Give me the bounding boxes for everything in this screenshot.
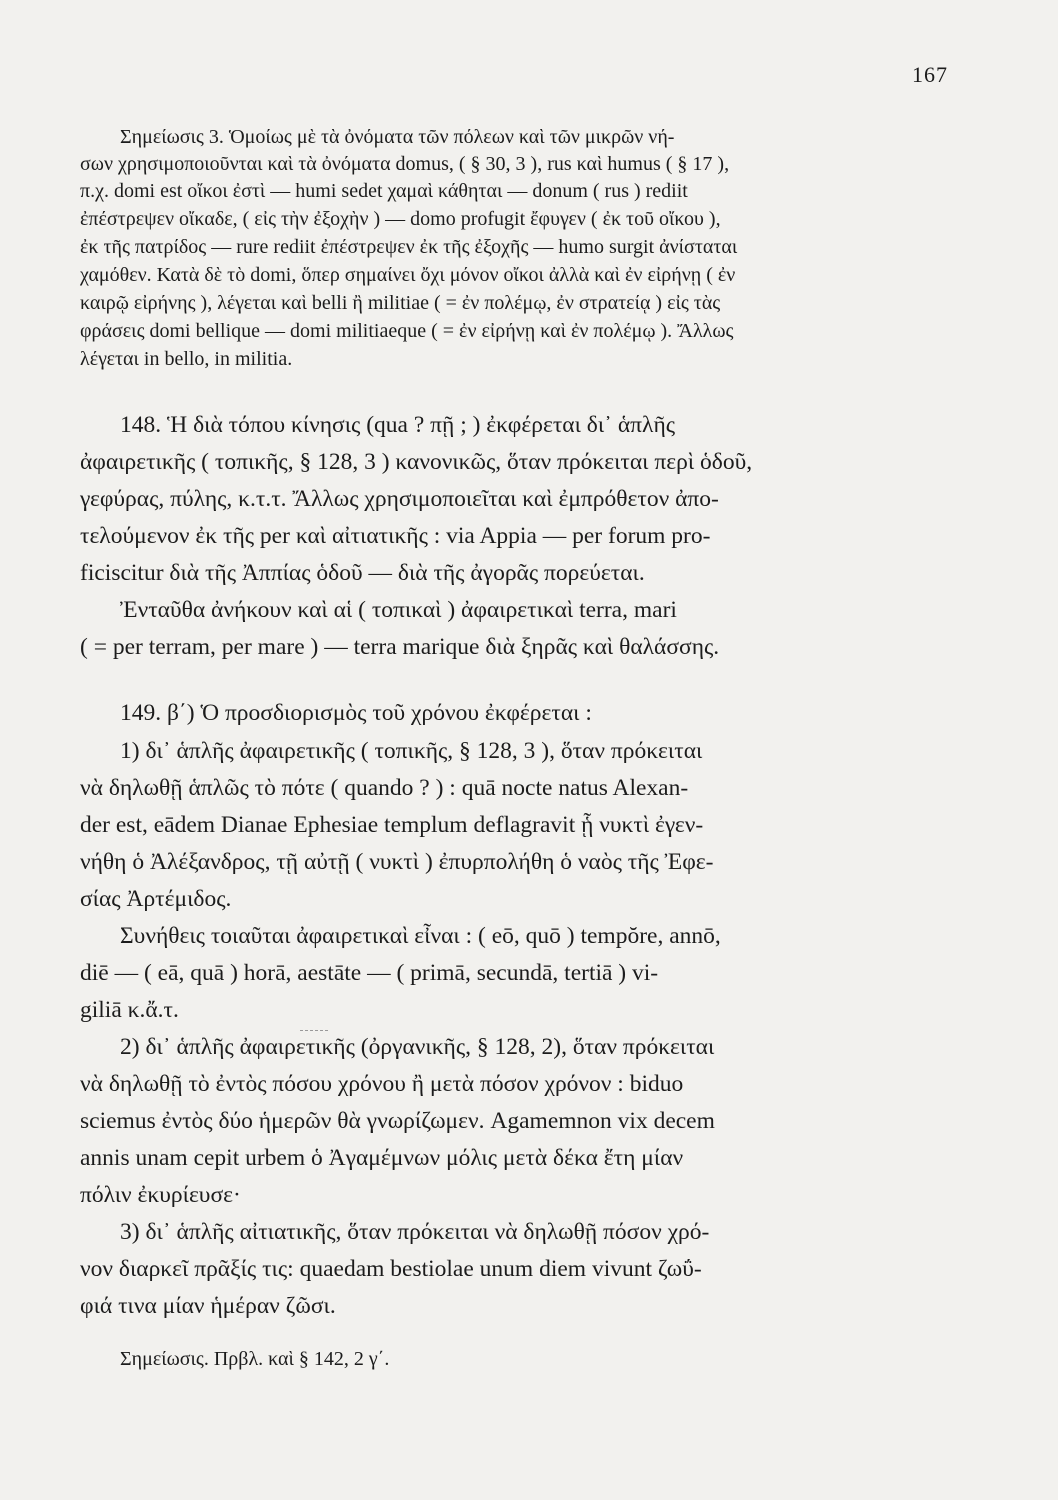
text-line: φιά τινα μίαν ἡμέραν ζῶσι. <box>80 1293 336 1319</box>
section-heading-149: 149. β΄) Ὁ προσδιορισμὸς τοῦ χρόνου ἐκφέρεται : <box>120 700 592 726</box>
text-line: νήθη ὁ Ἀλέξανδρος, τῇ αὐτῇ ( νυκτὶ ) ἐπυρπολήθη ὁ ναὸς τῆς Ἐφε- <box>80 849 714 875</box>
section-heading-148: 148. Ἡ διὰ τόπου κίνησις (qua ? πῇ ; ) ἐκφέρεται δι᾽ ἁπλῆς <box>120 412 676 438</box>
text-line: νον διαρκεῖ πρᾶξίς τις: quaedam bestiolae unum diem vivunt ζωΰ- <box>80 1256 702 1282</box>
text-line: Σημείωσις 3. Ὁμοίως μὲ τὰ ὀνόματα τῶν πόλεων καὶ τῶν μικρῶν νή- <box>120 126 675 148</box>
text-line: giliā κ.ἄ.τ. <box>80 997 179 1023</box>
text-line: τελούμενον ἐκ τῆς per καὶ αἰτιατικῆς : via Appia — per forum pro- <box>80 523 711 549</box>
text-line: sciemus ἐντὸς δύο ἡμερῶν θὰ γνωρίζωμεν. Agamemnon vix decem <box>80 1108 715 1134</box>
text-line: ficiscitur διὰ τῆς Ἀππίας ὁδοῦ — διὰ τῆς ἀγορᾶς πορεύεται. <box>80 560 645 586</box>
text-line: σων χρησιμοποιοῦνται καὶ τὰ ὀνόματα domus, ( § 30, 3 ), rus καὶ humus ( § 17 ), <box>80 153 730 175</box>
text-line: ἐπέστρεψεν οἴκαδε, ( εἰς τὴν ἐξοχὴν ) — domo profugit ἔφυγεν ( ἐκ τοῦ οἴκου ), <box>80 208 721 230</box>
text-line: ἀφαιρετικῆς ( τοπικῆς, § 128, 3 ) κανονικῶς, ὅταν πρόκειται περὶ ὁδοῦ, <box>80 449 753 475</box>
text-line: φράσεις domi bellique — domi militiaeque ( = ἐν εἰρήνῃ καὶ ἐν πολέμῳ ). Ἄλλως <box>80 320 734 342</box>
text-line: ( = per terram, per mare ) — terra marique διὰ ξηρᾶς καὶ θαλάσσης. <box>80 634 720 660</box>
text-line: πόλιν ἐκυρίευσε· <box>80 1182 241 1208</box>
text-line: π.χ. domi est οἴκοι ἐστὶ — humi sedet χαμαὶ κάθηται — donum ( rus ) rediit <box>80 180 688 202</box>
text-line: 1) δι᾽ ἁπλῆς ἀφαιρετικῆς ( τοπικῆς, § 128, 3 ), ὅταν πρόκειται <box>120 738 703 764</box>
text-line: νὰ δηλωθῇ ἁπλῶς τὸ πότε ( quando ? ) : quā nocte natus Alexan- <box>80 775 689 801</box>
text-line: σίας Ἀρτέμιδος. <box>80 886 232 912</box>
text-line: annis unam cepit urbem ὁ Ἀγαμέμνων μόλις μετὰ δέκα ἔτη μίαν <box>80 1145 684 1171</box>
text-line: der est, eādem Dianae Ephesiae templum deflagravit ᾗ νυκτὶ ἐγεν- <box>80 812 704 838</box>
note-2: Σημείωσις. Πρβλ. καὶ § 142, 2 γ΄. <box>120 1348 390 1370</box>
text-line: γεφύρας, πύλης, κ.τ.τ. Ἄλλως χρησιμοποιεῖται καὶ ἐμπρόθετον ἀπο- <box>80 486 719 512</box>
stray-dash-mark <box>300 1030 328 1031</box>
text-line: Ἐνταῦθα ἀνήκουν καὶ αἱ ( τοπικαὶ ) ἀφαιρετικαὶ terra, mari <box>120 597 677 623</box>
text-line: καιρῷ εἰρήνης ), λέγεται καὶ belli ἢ militiae ( = ἐν πολέμῳ, ἐν στρατείᾳ ) εἰς τὰς <box>80 292 721 314</box>
text-line: λέγεται in bello, in militia. <box>80 348 293 370</box>
text-line: χαμόθεν. Κατὰ δὲ τὸ domi, ὅπερ σημαίνει ὄχι μόνον οἴκοι ἀλλὰ καὶ ἐν εἰρήνῃ ( ἐν <box>80 264 736 286</box>
text-line: diē — ( eā, quā ) horā, aestāte — ( primā, secundā, tertiā ) vi- <box>80 960 659 986</box>
text-line: ἐκ τῆς πατρίδος — rure rediit ἐπέστρεψεν ἐκ τῆς ἐξοχῆς — humo surgit ἀνίσταται <box>80 236 738 258</box>
text-line: 3) δι᾽ ἁπλῆς αἰτιατικῆς, ὅταν πρόκειται νὰ δηλωθῇ πόσον χρό- <box>120 1219 710 1245</box>
text-line: νὰ δηλωθῇ τὸ ἐντὸς πόσου χρόνου ἢ μετὰ πόσον χρόνον : biduo <box>80 1071 684 1097</box>
text-line: Συνήθεις τοιαῦται ἀφαιρετικαὶ εἶναι : ( eō, quō ) tempŏre, annō, <box>120 923 721 949</box>
text-line: 2) δι᾽ ἁπλῆς ἀφαιρετικῆς (ὀργανικῆς, § 128, 2), ὅταν πρόκειται <box>120 1034 715 1060</box>
page-number: 167 <box>912 62 948 87</box>
